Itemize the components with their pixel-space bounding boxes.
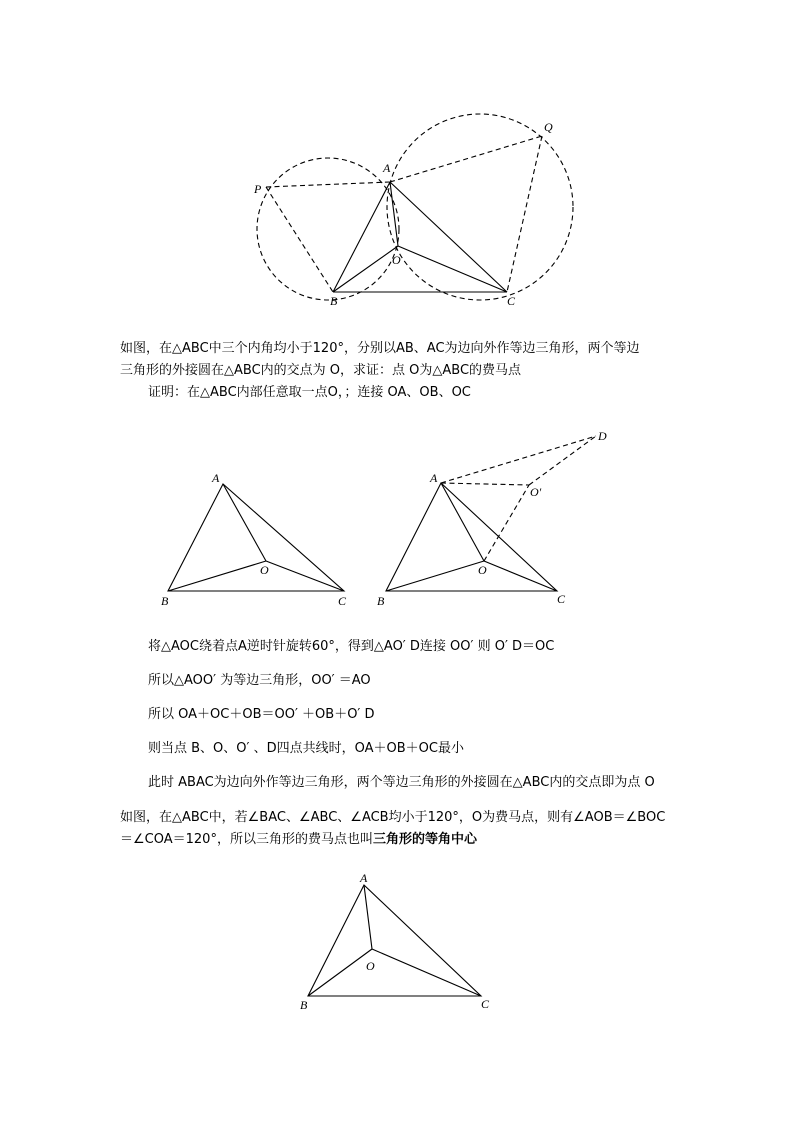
equiangular-center-term: 三角形的等角中心 xyxy=(372,832,477,847)
figure-triangle-o xyxy=(150,460,360,615)
label-b: B xyxy=(330,294,338,308)
segment-p-b xyxy=(266,187,333,292)
label-o: O xyxy=(478,563,487,577)
label-p: P xyxy=(254,182,262,196)
segment-oprime-d xyxy=(529,436,596,485)
label-oprime: O' xyxy=(530,485,542,499)
paragraph-conclusion-line1: 如图，在△ABC中，若∠BAC、∠ABC、∠ACB均小于120°，O为费马点，则有∠AOB＝∠BOC xyxy=(120,810,666,825)
segment-a-o xyxy=(364,885,372,949)
paragraph-problem-line1: 如图，在△ABC中三个内角均小于120°，分别以AB、AC为边向外作等边三角形，两个等边 xyxy=(120,341,640,356)
segment-o-b xyxy=(333,246,398,292)
segment-o-c xyxy=(372,949,481,996)
segment-a-oprime xyxy=(441,483,529,485)
segment-a-q xyxy=(390,136,542,182)
label-c: C xyxy=(481,997,490,1011)
label-o: O xyxy=(392,253,401,267)
label-a: A xyxy=(430,471,438,485)
segment-o-b xyxy=(308,949,372,996)
label-b: B xyxy=(161,594,169,608)
segment-a-o xyxy=(390,182,398,246)
circle-acq xyxy=(387,114,573,300)
label-b: B xyxy=(377,594,385,608)
label-q: Q xyxy=(544,120,553,134)
segment-o-b xyxy=(386,561,484,591)
triangle-abc xyxy=(308,885,481,996)
label-c: C xyxy=(557,592,566,606)
proof-intro: 证明：在△ABC内部任意取一点O，；连接 OA、OB、OC xyxy=(148,385,471,400)
label-d: D xyxy=(598,429,607,443)
figure-equiangular-center xyxy=(295,868,500,1016)
segment-p-a xyxy=(266,182,390,187)
label-o: O xyxy=(366,959,375,973)
circle-abp xyxy=(257,158,399,300)
figure-fermat-circles xyxy=(240,110,590,315)
proof-step-1: 将△AOC绕着点A逆时针旋转60°，得到△AO′ D连接 OO′ 则 O′ D＝OC xyxy=(148,639,555,654)
label-b: B xyxy=(300,998,308,1012)
paragraph-conclusion-line2 xyxy=(120,829,477,851)
segment-a-d xyxy=(441,436,596,483)
segment-a-o xyxy=(441,483,484,561)
segment-o-b xyxy=(168,561,266,591)
proof-step-4: 则当点 B、O、O′ 、D四点共线时，OA＋OB＋OC最小 xyxy=(148,741,464,756)
label-c: C xyxy=(338,594,347,608)
segment-o-oprime xyxy=(484,485,529,561)
figure-rotation xyxy=(370,425,620,610)
conclusion-text: ＝∠COA＝120°，所以三角形的费马点也叫 xyxy=(120,832,373,847)
label-c: C xyxy=(507,294,516,308)
segment-o-c xyxy=(398,246,507,292)
paragraph-problem-line2: 三角形的外接圆在△ABC内的交点为 O，求证：点 O为△ABC的费马点 xyxy=(120,363,522,378)
triangle-abc xyxy=(168,484,344,591)
proof-step-5: 此时 ABAC为边向外作等边三角形，两个等边三角形的外接圆在△ABC内的交点即为点 O xyxy=(148,775,655,790)
label-a: A xyxy=(360,871,368,885)
segment-o-c xyxy=(484,561,557,591)
segment-a-c xyxy=(390,182,507,292)
segment-a-b xyxy=(333,182,390,292)
label-a: A xyxy=(212,471,220,485)
label-o: O xyxy=(260,563,269,577)
proof-step-3: 所以 OA＋OC＋OB＝OO′ ＋OB＋O′ D xyxy=(148,707,375,722)
segment-o-c xyxy=(266,561,344,591)
segment-a-o xyxy=(223,484,266,561)
proof-step-2: 所以△AOO′ 为等边三角形，OO′ ＝AO xyxy=(148,673,371,688)
label-a: A xyxy=(383,161,391,175)
segment-q-c xyxy=(507,136,542,292)
triangle-abc xyxy=(386,483,557,591)
